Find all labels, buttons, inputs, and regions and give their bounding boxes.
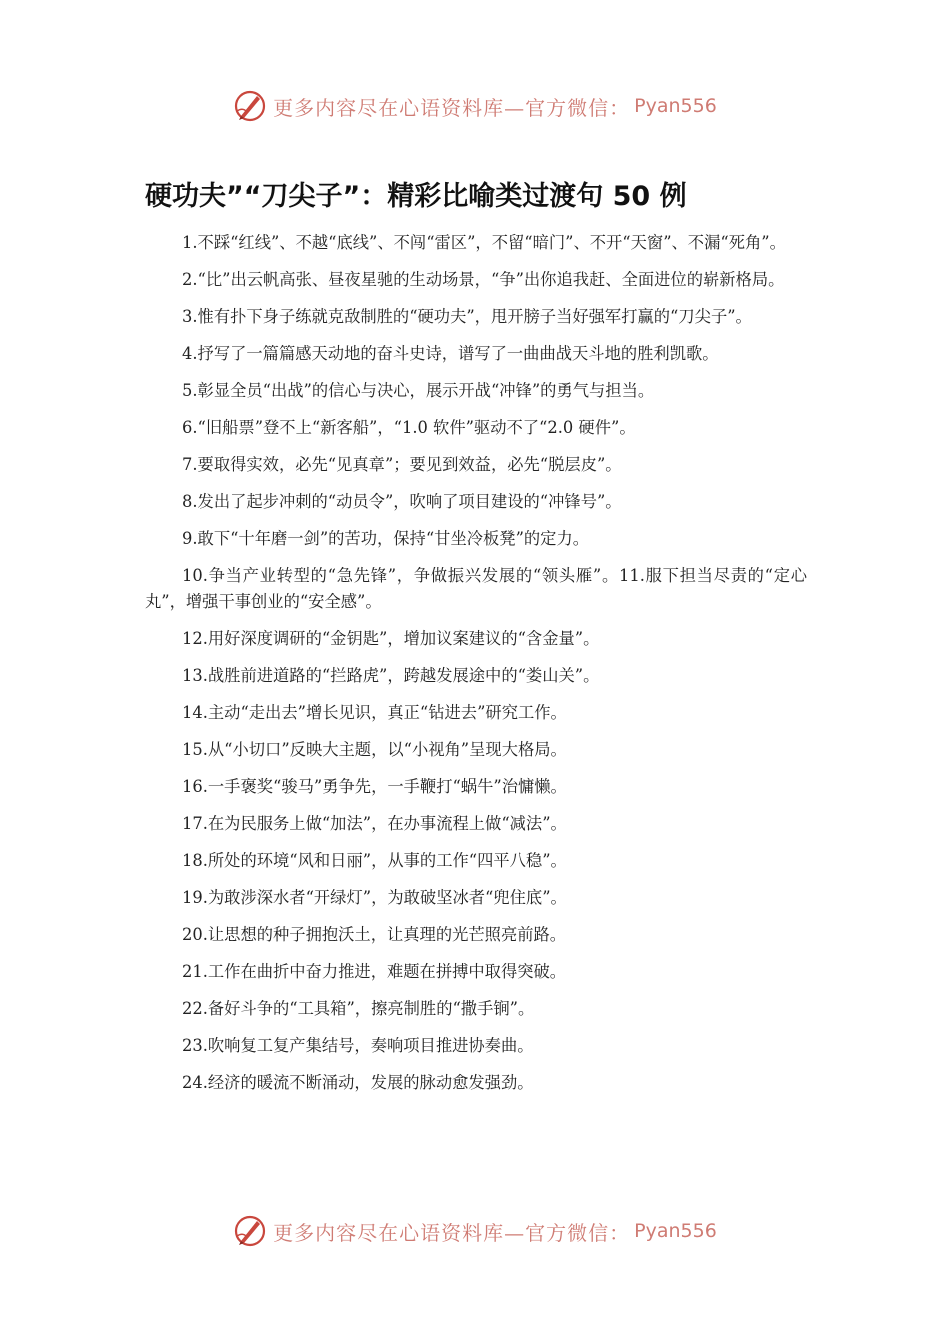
banner-text: 更多内容尽在心语资料库—官方微信：: [273, 1220, 631, 1245]
wechat-id: Pyan556: [634, 1220, 717, 1242]
paragraph: 8.发出了起步冲刺的“动员令”，吹响了项目建设的“冲锋号”。: [182, 492, 622, 511]
pen-logo-icon: [233, 1214, 267, 1248]
header-banner: [0, 86, 950, 126]
wechat-id: Pyan556: [634, 95, 717, 117]
paragraph: 15.从“小切口”反映大主题，以“小视角”呈现大格局。: [182, 740, 567, 759]
banner-text: 更多内容尽在心语资料库—官方微信：: [273, 95, 631, 120]
paragraph: 18.所处的环境“风和日丽”，从事的工作“四平八稳”。: [182, 851, 567, 870]
paragraph: 14.主动“走出去”增长见识，真正“钻进去”研究工作。: [182, 703, 567, 722]
paragraph: 24.经济的暖流不断涌动，发展的脉动愈发强劲。: [182, 1073, 534, 1092]
paragraph: 10.争当产业转型的“急先锋”，争做振兴发展的“领头雁”。11.服下担当尽责的“定心丸”，增强干事创业的“安全感”。: [145, 566, 807, 611]
document-title: 硬功夫”“刀尖子”：精彩比喻类过渡句 50 例: [145, 181, 687, 212]
paragraph: 6.“旧船票”登不上“新客船”，“1.0 软件”驱动不了“2.0 硬件”。: [182, 418, 636, 437]
footer-banner: [0, 1211, 950, 1251]
paragraph: 1.不踩“红线”、不越“底线”、不闯“雷区”，不留“暗门”、不开“天窗”、不漏“死角”。: [182, 233, 786, 252]
paragraph: 23.吹响复工复产集结号，奏响项目推进协奏曲。: [182, 1036, 534, 1055]
paragraph: 3.惟有扑下身子练就克敌制胜的“硬功夫”，甩开膀子当好强军打赢的“刀尖子”。: [182, 307, 752, 326]
paragraph: 4.抒写了一篇篇感天动地的奋斗史诗，谱写了一曲曲战天斗地的胜利凯歌。: [182, 344, 719, 363]
paragraph: 19.为敢涉深水者“开绿灯”，为敢破坚冰者“兜住底”。: [182, 888, 567, 907]
pen-logo-icon: [233, 89, 267, 123]
paragraph: 13.战胜前进道路的“拦路虎”，跨越发展途中的“娄山关”。: [182, 666, 600, 685]
paragraph: 12.用好深度调研的“金钥匙”，增加议案建议的“含金量”。: [182, 629, 600, 648]
paragraph: 16.一手褒奖“骏马”勇争先，一手鞭打“蜗牛”治慵懒。: [182, 777, 567, 796]
paragraph: 22.备好斗争的“工具箱”，擦亮制胜的“撒手锏”。: [182, 999, 535, 1018]
paragraph: 17.在为民服务上做“加法”，在办事流程上做“减法”。: [182, 814, 567, 833]
paragraph: 7.要取得实效，必先“见真章”；要见到效益，必先“脱层皮”。: [182, 455, 622, 474]
paragraph: 21.工作在曲折中奋力推进，难题在拼搏中取得突破。: [182, 962, 567, 981]
document-body: [145, 230, 807, 1107]
paragraph: 20.让思想的种子拥抱沃土，让真理的光芒照亮前路。: [182, 925, 567, 944]
paragraph: 5.彰显全员“出战”的信心与决心，展示开战“冲锋”的勇气与担当。: [182, 381, 655, 400]
paragraph: 2.“比”出云帆高张、昼夜星驰的生动场景，“争”出你追我赶、全面进位的崭新格局。: [182, 270, 785, 289]
paragraph: 9.敢下“十年磨一剑”的苦功，保持“甘坐冷板凳”的定力。: [182, 529, 590, 548]
